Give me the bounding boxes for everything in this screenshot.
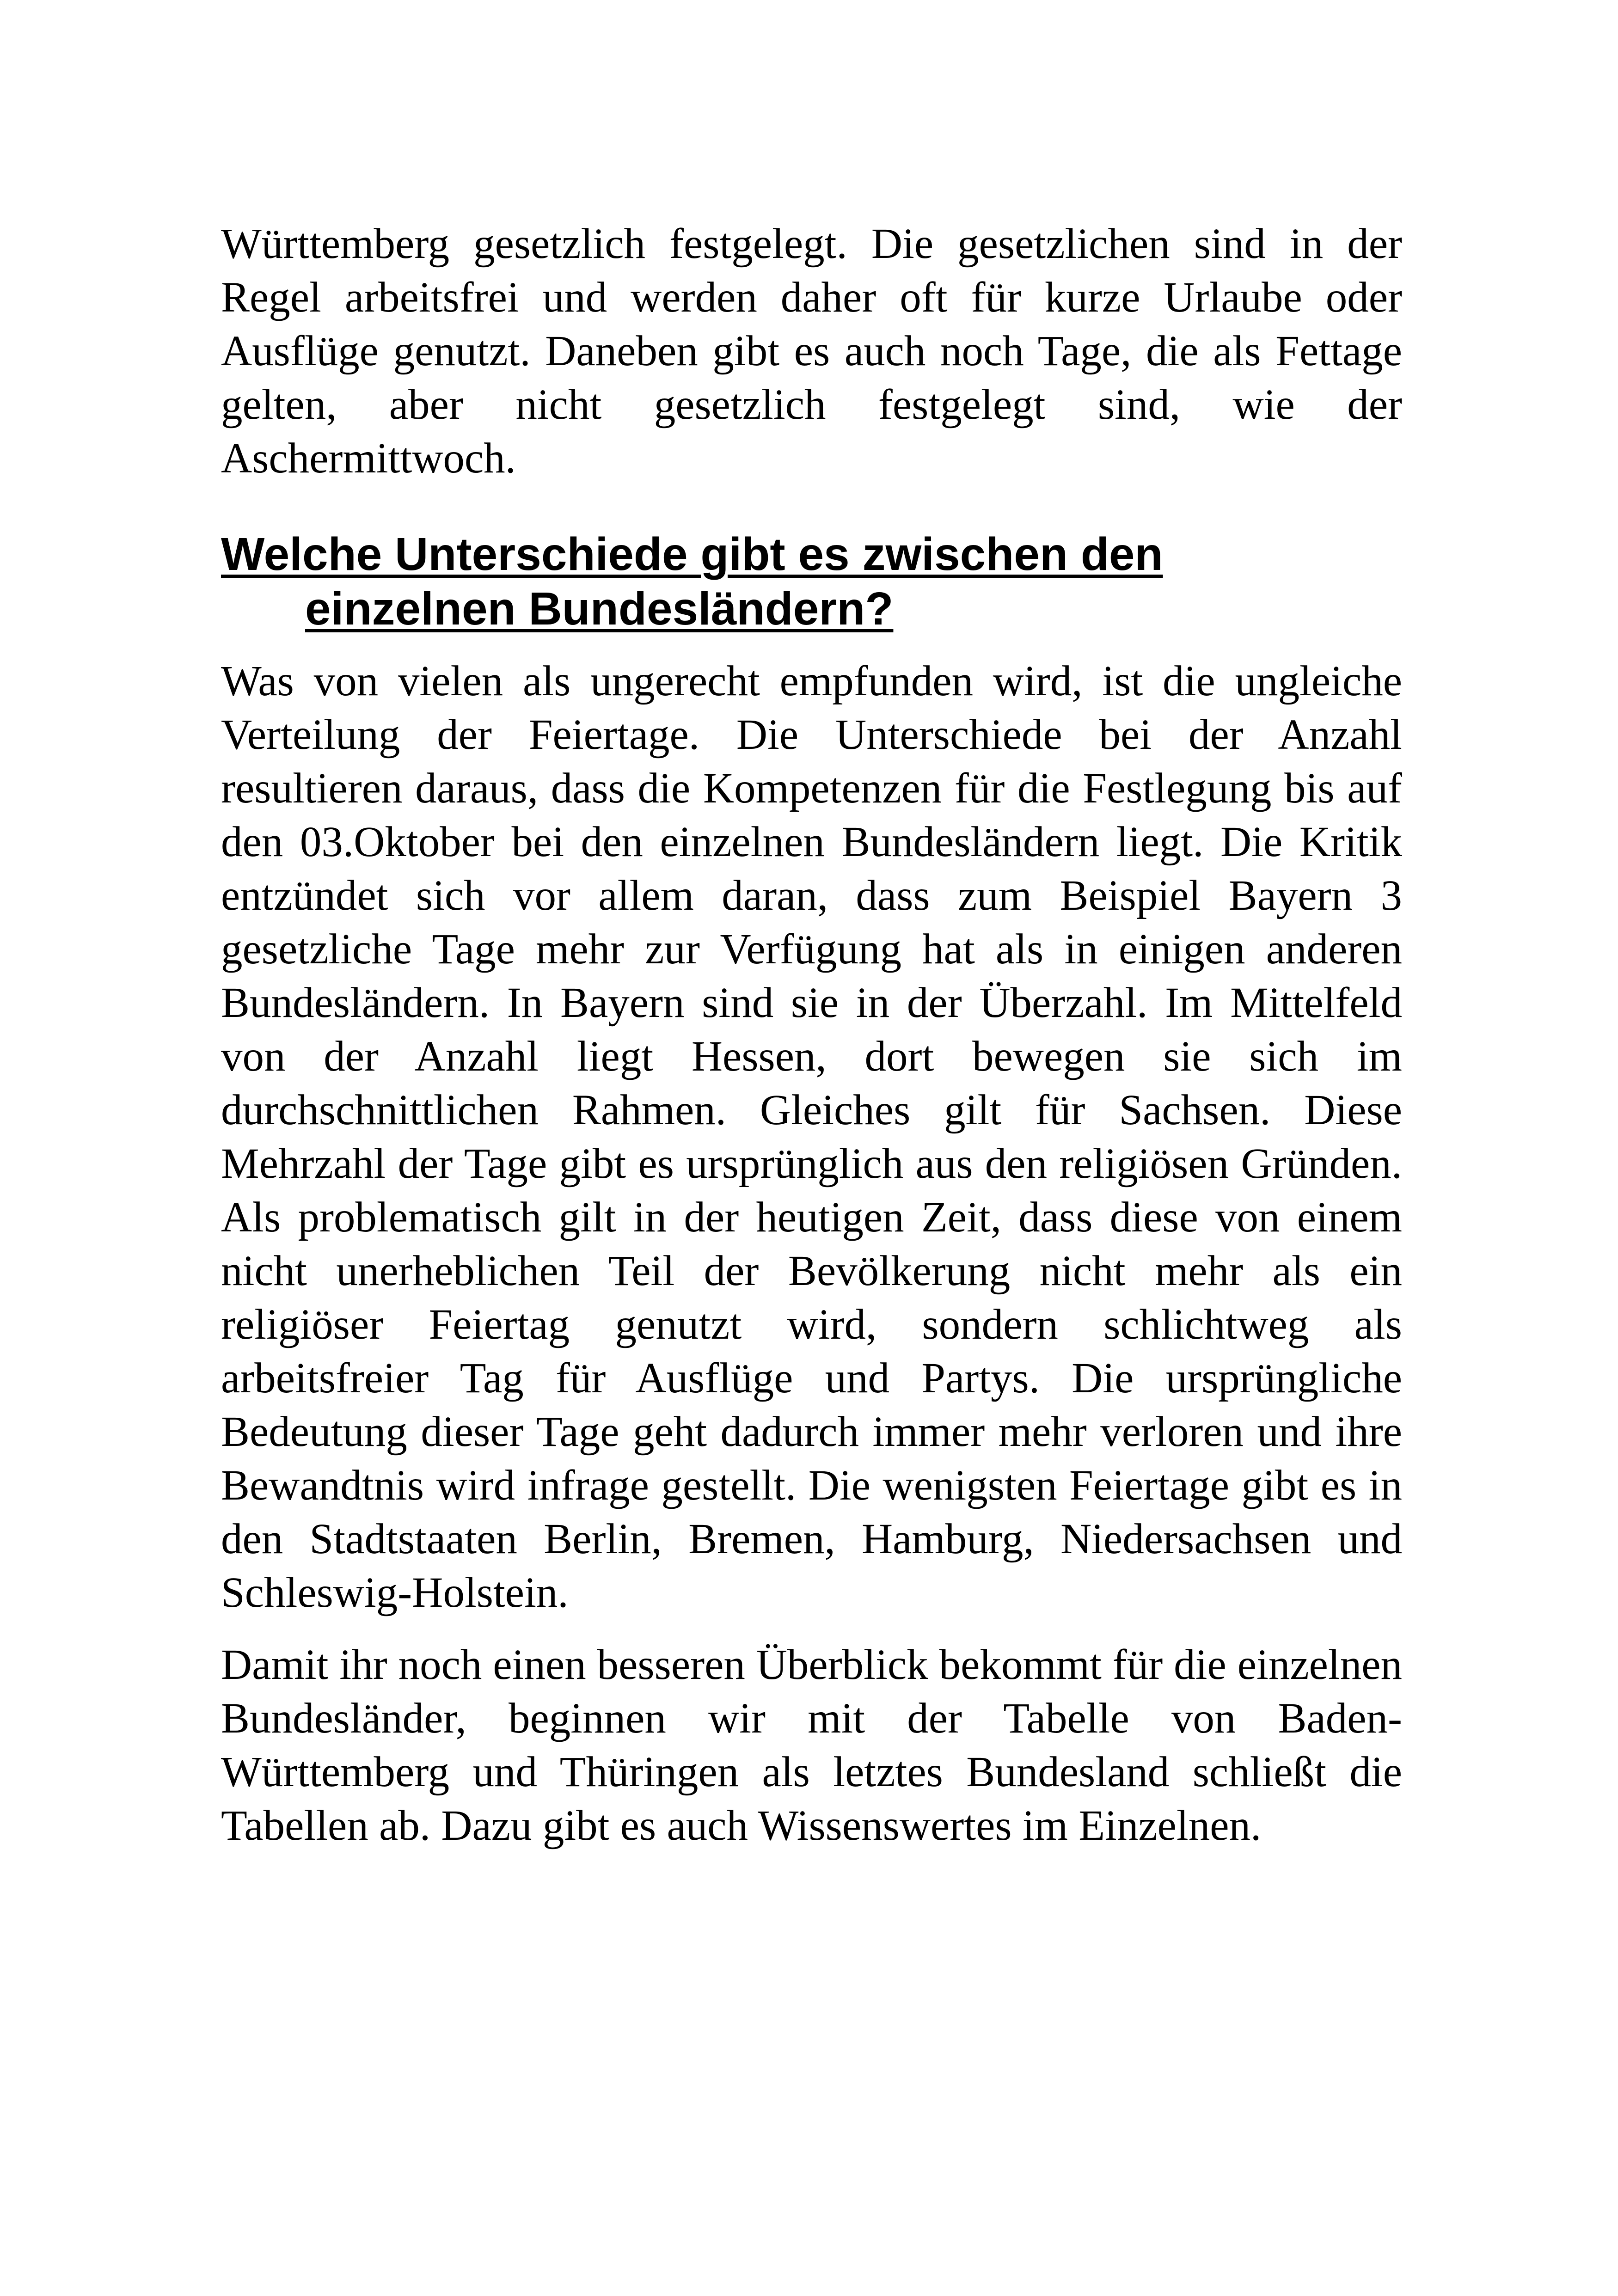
section-heading-line-1: Welche Unterschiede gibt es zwischen den bbox=[221, 528, 1163, 580]
page-content bbox=[221, 217, 1402, 1853]
section-heading-line-2: einzelnen Bundesländern? bbox=[305, 583, 894, 635]
section-heading bbox=[221, 527, 1402, 636]
body-paragraph-overview: Damit ihr noch einen besseren Überblick bekommt für die einzelnen Bundesländer, beginnen wir mit der Tabelle von Baden-Württemberg und Thüringen als letztes Bundesland schließt die Tabellen ab. Dazu gibt es auch Wissenswertes im Einzelnen. bbox=[221, 1641, 1402, 1849]
intro-paragraph: Württemberg gesetzlich festgelegt. Die gesetzlichen sind in der Regel arbeitsfrei und werden daher oft für kurze Urlaube oder Ausflüge genutzt. Daneben gibt es auch noch Tage, die als Fettage gelten, aber nicht gesetzlich festgelegt sind, wie der Aschermittwoch. bbox=[221, 220, 1402, 482]
body-paragraph-differences: Was von vielen als ungerecht empfunden wird, ist die ungleiche Verteilung der Feiertage. Die Unterschiede bei der Anzahl resultieren daraus, dass die Kompetenzen für die Festlegung bis auf den 03.Oktober bei den einzelnen Bundesländern liegt. Die Kritik entzündet sich vor allem daran, dass zum Beispiel Bayern 3 gesetzliche Tage mehr zur Verfügung hat als in einigen anderen Bundesländern. In Bayern sind sie in der Überzahl. Im Mittelfeld von der Anzahl liegt Hessen, dort bewegen sie sich im durchschnittlichen Rahmen. Gleiches gilt für Sachsen. Diese Mehrzahl der Tage gibt es ursprünglich aus den religiösen Gründen. Als problematisch gilt in der heutigen Zeit, dass diese von einem nicht unerheblichen Teil der Bevölkerung nicht mehr als ein religiöser Feiertag genutzt wird, sondern schlichtweg als arbeitsfreier Tag für Ausflüge und Partys. Die ursprüngliche Bedeutung dieser Tage geht dadurch immer mehr verloren und ihre Bewandtnis wird infrage gestellt. Die wenigsten Feiertage gibt es in den Stadtstaaten Berlin, Bremen, Hamburg, Niedersachsen und Schleswig-Holstein. bbox=[221, 657, 1402, 1616]
